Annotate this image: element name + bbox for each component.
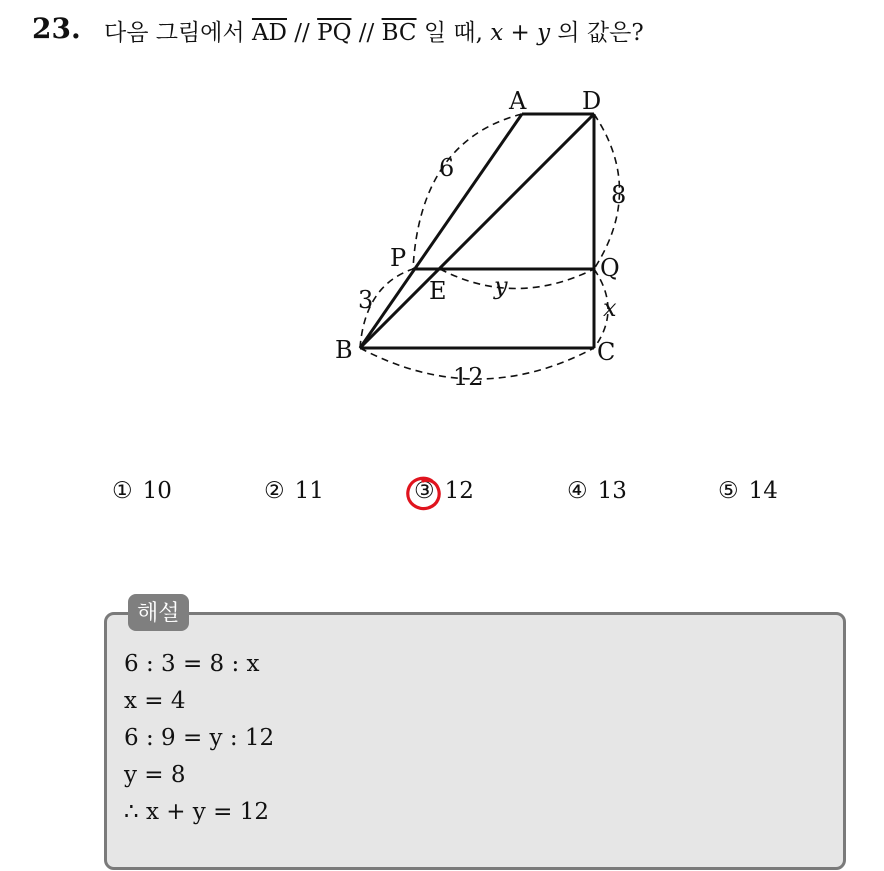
point-D-label: D — [582, 87, 602, 115]
point-C-label: C — [597, 338, 616, 366]
choice-4[interactable] — [567, 478, 627, 504]
length-DQ-label: 8 — [611, 181, 627, 209]
length-EQ-label: y — [494, 272, 508, 300]
segment-pq: $\overline{PQ}$ — [317, 20, 352, 46]
solution-lines — [124, 646, 274, 831]
solution-line: y = 8 — [124, 762, 186, 788]
point-E-label: E — [429, 277, 447, 305]
question-number: 23. — [32, 12, 81, 45]
length-QC-label: x — [603, 294, 617, 322]
choice-value: 12 — [444, 478, 474, 504]
choice-number: ③ — [414, 478, 435, 504]
segment-AB-line — [360, 114, 522, 348]
choice-value: 13 — [597, 478, 627, 504]
segment-bc: $\overline{BC}$ — [381, 20, 417, 46]
choice-value: 10 — [142, 478, 172, 504]
solution-line: 6 : 9 = y : 12 — [124, 725, 275, 751]
solution-line: ∴ x + y = 12 — [124, 799, 269, 825]
solution-line: 6 : 3 = 8 : x — [124, 651, 260, 677]
question-text — [104, 14, 644, 47]
choice-value: 11 — [294, 478, 324, 504]
answer-circle-mark — [404, 473, 444, 513]
point-Q-label: Q — [600, 254, 620, 282]
answer-circle-stroke — [408, 478, 439, 508]
choice-number: ⑤ — [718, 478, 739, 504]
question-expression: x + y — [490, 20, 551, 46]
geometry-figure — [300, 80, 660, 400]
parallel-symbol: // — [287, 20, 318, 46]
parallel-symbol: // — [351, 20, 382, 46]
question-prefix: 다음 그림에서 — [104, 20, 252, 46]
choice-number: ② — [264, 478, 285, 504]
solution-line: x = 4 — [124, 688, 186, 714]
choice-number: ① — [112, 478, 133, 504]
length-BC-label: 12 — [453, 363, 484, 391]
length-AP-label: 6 — [439, 154, 455, 182]
point-P-label: P — [390, 244, 407, 272]
segment-ad: $\overline{AD}$ — [251, 20, 287, 46]
arc-EQ — [440, 269, 594, 289]
choice-5[interactable] — [718, 478, 778, 504]
segment-DB-line — [360, 114, 594, 348]
length-BP-label: 3 — [358, 286, 374, 314]
choice-2[interactable] — [264, 478, 324, 504]
choice-value: 14 — [748, 478, 778, 504]
question-mid: 일 때, — [416, 20, 491, 46]
point-B-label: B — [335, 336, 353, 364]
point-A-label: A — [509, 87, 527, 115]
solution-tag: 해설 — [128, 594, 189, 631]
question-suffix: 의 값은? — [550, 20, 644, 46]
choice-1[interactable] — [112, 478, 172, 504]
choice-number: ④ — [567, 478, 588, 504]
